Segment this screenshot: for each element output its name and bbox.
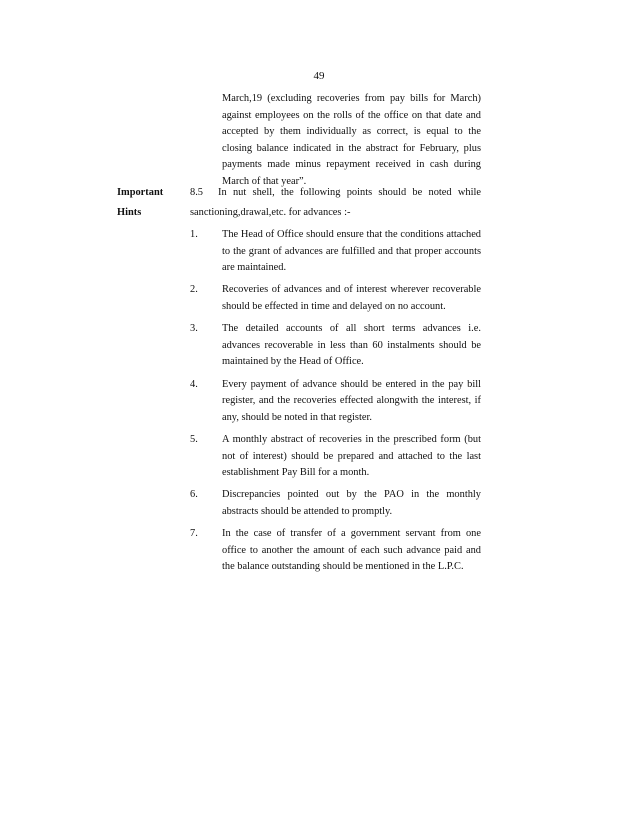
list-item-number: 6. <box>190 489 198 501</box>
list-item-text: A monthly abstract of recoveries in the prescribed form (but not of interest) should be prepared and attached to the last establishment Pay Bill for a month. <box>222 433 481 479</box>
list-item <box>190 227 481 277</box>
list-item-number: 4. <box>190 378 198 390</box>
list-item <box>190 282 481 315</box>
list-item <box>190 377 481 427</box>
list-item-number: 2. <box>190 284 198 296</box>
list-item-text: Every payment of advance should be entered in the pay bill register, and the recoveries effected alongwith the interest, if any, should be noted in that register. <box>222 378 481 423</box>
list-item-number: 7. <box>190 528 198 540</box>
list-item-number: 5. <box>190 433 198 445</box>
section-intro-text: In nut shell, the following points should be noted while sanctioning,drawal,etc. for advances :- <box>190 187 481 218</box>
side-heading <box>117 183 163 223</box>
list-item <box>190 321 481 371</box>
list-item <box>190 432 481 482</box>
list-item-text: Recoveries of advances and of interest wherever recoverable should be effected in time and delayed on no account. <box>222 284 481 312</box>
list-item-number: 1. <box>190 229 198 240</box>
page-number: 49 <box>313 70 325 82</box>
side-heading-line-2: Hints <box>117 207 142 218</box>
list-item <box>190 487 481 520</box>
list-item-text: The detailed accounts of all short terms advances i.e. advances recoverable in less than 60 instalments should be maintained by the Head of Office. <box>222 323 481 368</box>
list-item-text: The Head of Office should ensure that the conditions attached to the grant of advances are fulfilled and that proper accounts are maintained. <box>222 229 481 274</box>
section-number: 8.5 <box>190 187 203 198</box>
list-item-text: Discrepancies pointed out by the PAO in the monthly abstracts should be attended to promptly. <box>222 489 481 517</box>
list-item <box>190 526 481 576</box>
list-item-number: 3. <box>190 323 198 335</box>
continuation-paragraph: March,19 (excluding recoveries from pay bills for March) against employees on the rolls of the office on that date and accepted by them individually as correct, is equal to the closing balance indicated in the abstract for February, plus payments made minus repayment received in cash during March of that year”. <box>222 93 481 187</box>
hints-list <box>190 227 481 581</box>
side-heading-line-1: Important <box>117 187 164 198</box>
section-intro <box>190 183 481 223</box>
list-item-text: In the case of transfer of a government servant from one office to another the amount of each such advance paid and the balance outstanding should be mentioned in the L.P.C. <box>222 528 481 573</box>
